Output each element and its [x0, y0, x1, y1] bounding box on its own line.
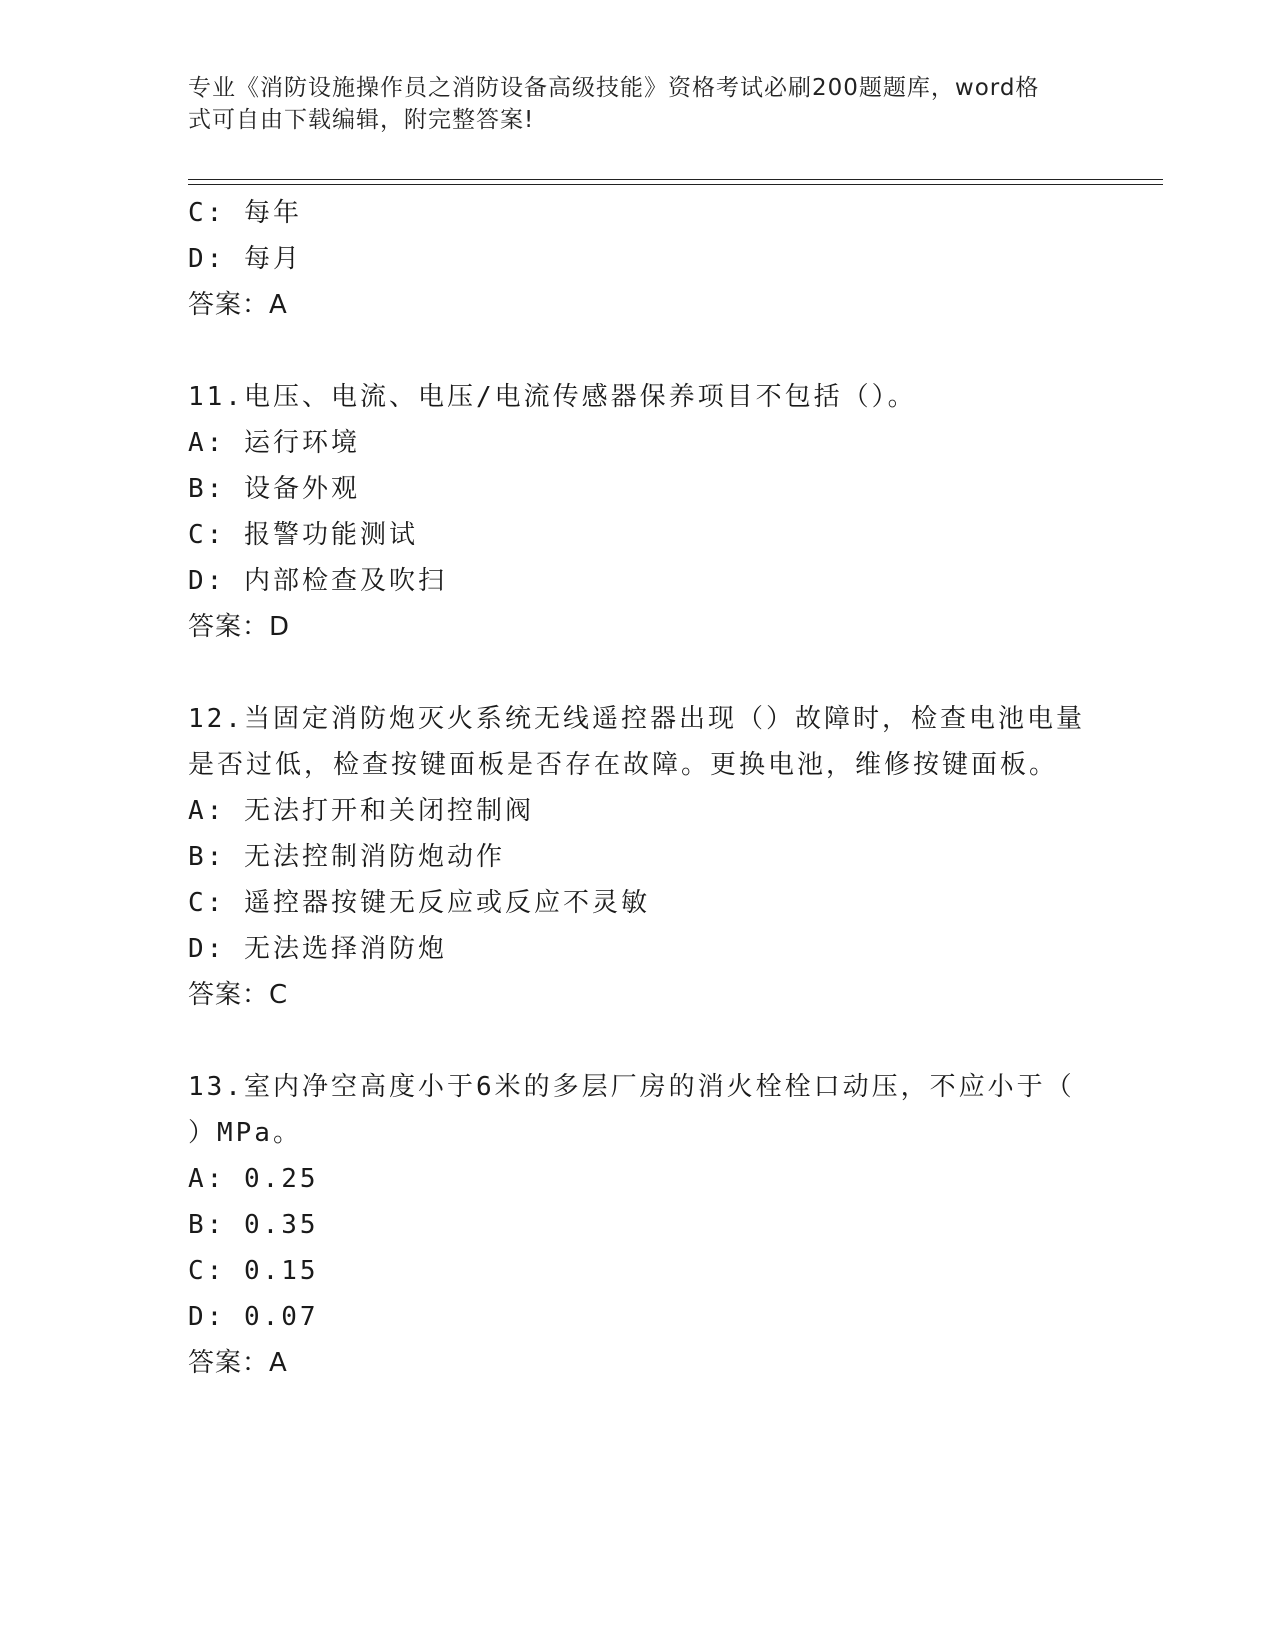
answer-label: 答案：C: [188, 980, 289, 1010]
answer-label: 答案：D: [188, 612, 291, 642]
header-divider-bottom: [188, 184, 1163, 185]
question-block-12: [188, 696, 1088, 1018]
option-b: B: 无法控制消防炮动作: [188, 842, 505, 872]
question-block-11: [188, 374, 1088, 650]
spacer: [188, 328, 1088, 374]
option-c: C: 每年: [188, 198, 302, 228]
question-text-line-2: ）MPa。: [188, 1118, 302, 1148]
option-c: C: 遥控器按键无反应或反应不灵敏: [188, 888, 650, 918]
header-line-2: 式可自由下载编辑，附完整答案!: [188, 107, 535, 133]
question-content: [188, 190, 1088, 1386]
option-a: A: 无法打开和关闭控制阀: [188, 796, 534, 826]
question-text-line-1: 12.当固定消防炮灭火系统无线遥控器出现（）故障时，检查电池电量: [188, 704, 1085, 734]
question-block-10: [188, 190, 1088, 328]
answer-label: 答案：A: [188, 290, 288, 320]
option-b: B: 设备外观: [188, 474, 360, 504]
document-header: [188, 72, 1088, 136]
option-c: C: 0.15: [188, 1256, 319, 1286]
option-c: C: 报警功能测试: [188, 520, 418, 550]
header-line-1: 专业《消防设施操作员之消防设备高级技能》资格考试必刷200题题库，word格: [188, 75, 1040, 101]
option-a: A: 0.25: [188, 1164, 319, 1194]
spacer: [188, 650, 1088, 696]
spacer: [188, 1018, 1088, 1064]
option-a: A: 运行环境: [188, 428, 360, 458]
question-text-line-1: 13.室内净空高度小于6米的多层厂房的消火栓栓口动压，不应小于（: [188, 1072, 1075, 1102]
option-d: D: 每月: [188, 244, 302, 274]
option-d: D: 无法选择消防炮: [188, 934, 447, 964]
question-text-line-2: 是否过低，检查按键面板是否存在故障。更换电池，维修按键面板。: [188, 750, 1059, 780]
header-divider-top: [188, 179, 1163, 180]
option-d: D: 内部检查及吹扫: [188, 566, 447, 596]
question-block-13: [188, 1064, 1088, 1386]
question-text: 11.电压、电流、电压/电流传感器保养项目不包括（）。: [188, 382, 917, 412]
option-b: B: 0.35: [188, 1210, 319, 1240]
answer-label: 答案：A: [188, 1348, 288, 1378]
option-d: D: 0.07: [188, 1302, 319, 1332]
